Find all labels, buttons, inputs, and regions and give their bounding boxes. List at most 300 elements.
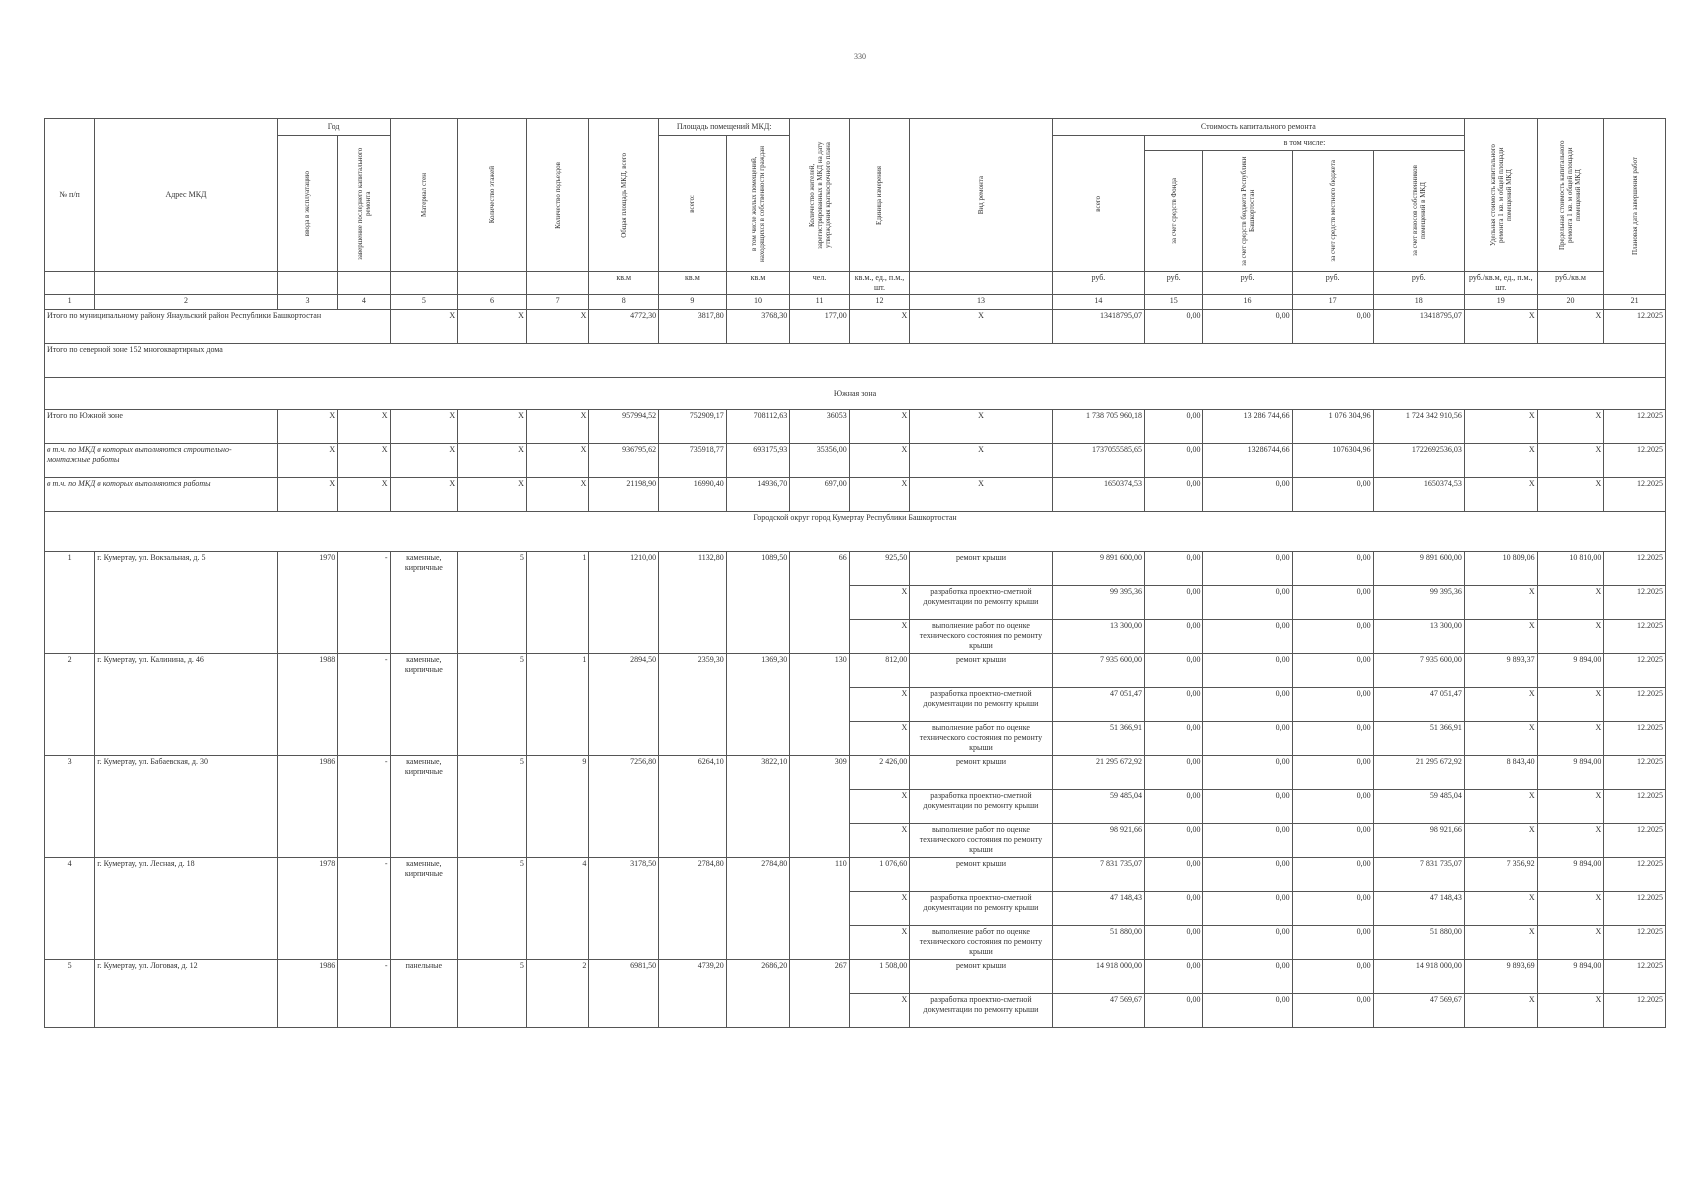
unit-cell: руб. bbox=[1292, 272, 1373, 295]
cell: X bbox=[390, 478, 458, 512]
south-summary-label: Итого по Южной зоне bbox=[45, 410, 278, 444]
cell: 0,00 bbox=[1292, 960, 1373, 994]
cell: 0,00 bbox=[1145, 994, 1203, 1028]
cell: X bbox=[1464, 926, 1537, 960]
header-including: в том числе: bbox=[1145, 136, 1465, 151]
cell: 0,00 bbox=[1145, 858, 1203, 892]
building-address: г. Кумертау, ул. Лесная, д. 18 bbox=[95, 858, 277, 960]
cell: X bbox=[1464, 824, 1537, 858]
cell: X bbox=[390, 410, 458, 444]
cell: 7 935 600,00 bbox=[1373, 654, 1464, 688]
cell: 7 356,92 bbox=[1464, 858, 1537, 892]
year-commission: 1970 bbox=[277, 552, 337, 654]
floors: 5 bbox=[458, 960, 527, 1028]
cell: X bbox=[526, 478, 589, 512]
south-summary-row bbox=[45, 444, 1666, 478]
cell: 0,00 bbox=[1292, 586, 1373, 620]
work-quantity: X bbox=[849, 994, 909, 1028]
cell: 0,00 bbox=[1145, 620, 1203, 654]
cell: 13 300,00 bbox=[1373, 620, 1464, 654]
municipal-summary-label: Итого по муниципальному району Янаульский район Республики Башкортостан bbox=[45, 310, 391, 344]
floors: 5 bbox=[458, 858, 527, 960]
cell: X bbox=[1464, 310, 1537, 344]
cell: X bbox=[910, 310, 1053, 344]
work-type: ремонт крыши bbox=[910, 654, 1053, 688]
unit-cell bbox=[390, 272, 458, 295]
year-last-repair: - bbox=[338, 960, 390, 1028]
cell: 9 894,00 bbox=[1537, 960, 1604, 994]
area-residential: 1369,30 bbox=[726, 654, 790, 756]
cell: 47 148,43 bbox=[1052, 892, 1144, 926]
unit-cell: руб. bbox=[1052, 272, 1144, 295]
cell: 12.2025 bbox=[1604, 926, 1666, 960]
col-number: 3 bbox=[277, 295, 337, 310]
cell: 0,00 bbox=[1292, 688, 1373, 722]
cell: X bbox=[1537, 824, 1604, 858]
year-last-repair: - bbox=[338, 552, 390, 654]
total-area: 1210,00 bbox=[589, 552, 659, 654]
year-last-repair: - bbox=[338, 654, 390, 756]
header-unit-cost: Удельная стоимость капитального ремонта 1 кв. м общей площади помещений МКД bbox=[1464, 119, 1537, 272]
header-units-row bbox=[45, 272, 1666, 295]
cell: 0,00 bbox=[1203, 790, 1292, 824]
cell: 1 738 705 960,18 bbox=[1052, 410, 1144, 444]
cell: 47 051,47 bbox=[1052, 688, 1144, 722]
cell: 0,00 bbox=[1203, 552, 1292, 586]
row-number: 2 bbox=[45, 654, 95, 756]
area-all: 1132,80 bbox=[659, 552, 727, 654]
cell: X bbox=[1464, 688, 1537, 722]
residents: 110 bbox=[790, 858, 849, 960]
header-fund: за счет средств Фонда bbox=[1145, 151, 1203, 272]
work-quantity: 1 076,60 bbox=[849, 858, 909, 892]
total-area: 6981,50 bbox=[589, 960, 659, 1028]
cell: X bbox=[458, 310, 527, 344]
cell: 1737055585,65 bbox=[1052, 444, 1144, 478]
cell: X bbox=[277, 410, 337, 444]
work-quantity: X bbox=[849, 790, 909, 824]
cell: X bbox=[1537, 478, 1604, 512]
work-type: разработка проектно-сметной документации по ремонту крыши bbox=[910, 892, 1053, 926]
cell: X bbox=[1537, 688, 1604, 722]
cell: 957994,52 bbox=[589, 410, 659, 444]
cell: 0,00 bbox=[1145, 586, 1203, 620]
cell: 9 893,37 bbox=[1464, 654, 1537, 688]
building-address: г. Кумертау, ул. Калинина, д. 46 bbox=[95, 654, 277, 756]
building-address: г. Кумертау, ул. Логовая, д. 12 bbox=[95, 960, 277, 1028]
south-zone-label: Южная зона bbox=[45, 378, 1666, 410]
unit-cell bbox=[45, 272, 95, 295]
work-type: разработка проектно-сметной документации по ремонту крыши bbox=[910, 994, 1053, 1028]
cell: 0,00 bbox=[1145, 824, 1203, 858]
col-number: 8 bbox=[589, 295, 659, 310]
cell: 0,00 bbox=[1203, 688, 1292, 722]
total-area: 3178,50 bbox=[589, 858, 659, 960]
cell: 0,00 bbox=[1203, 994, 1292, 1028]
cell: 3817,80 bbox=[659, 310, 727, 344]
wall-material: каменные, кирпичные bbox=[390, 858, 458, 960]
cell: 51 366,91 bbox=[1052, 722, 1144, 756]
cell: 0,00 bbox=[1292, 824, 1373, 858]
cell: 0,00 bbox=[1203, 858, 1292, 892]
cell: X bbox=[1537, 722, 1604, 756]
cell: 14 918 000,00 bbox=[1373, 960, 1464, 994]
header-end-date: Плановая дата завершения работ bbox=[1604, 119, 1666, 295]
cell: X bbox=[1537, 994, 1604, 1028]
header-year-commission: ввода в эксплуатацию bbox=[277, 136, 337, 272]
cell: 9 894,00 bbox=[1537, 654, 1604, 688]
cell: 936795,62 bbox=[589, 444, 659, 478]
header-repair-type: Вид ремонта bbox=[910, 119, 1053, 272]
cell: 0,00 bbox=[1292, 892, 1373, 926]
cell: X bbox=[1537, 310, 1604, 344]
cell: 0,00 bbox=[1292, 552, 1373, 586]
cell: 1722692536,03 bbox=[1373, 444, 1464, 478]
cell: 0,00 bbox=[1292, 790, 1373, 824]
work-type: разработка проектно-сметной документации по ремонту крыши bbox=[910, 586, 1053, 620]
south-summary-row bbox=[45, 410, 1666, 444]
cell: 99 395,36 bbox=[1052, 586, 1144, 620]
cell: 0,00 bbox=[1203, 478, 1292, 512]
cell: 697,00 bbox=[790, 478, 849, 512]
cell: 0,00 bbox=[1145, 960, 1203, 994]
unit-cell bbox=[458, 272, 527, 295]
cell: 1 724 342 910,56 bbox=[1373, 410, 1464, 444]
cell: X bbox=[1537, 892, 1604, 926]
wall-material: каменные, кирпичные bbox=[390, 654, 458, 756]
cell: X bbox=[338, 444, 390, 478]
cell: 12.2025 bbox=[1604, 722, 1666, 756]
cell: 1 076 304,96 bbox=[1292, 410, 1373, 444]
cell: X bbox=[458, 444, 527, 478]
cell: X bbox=[1537, 410, 1604, 444]
cell: 0,00 bbox=[1203, 926, 1292, 960]
work-quantity: X bbox=[849, 926, 909, 960]
cell: 12.2025 bbox=[1604, 960, 1666, 994]
cell: 0,00 bbox=[1145, 926, 1203, 960]
city-district-label: Городской округ город Кумертау Республики Башкортостан bbox=[45, 512, 1666, 552]
unit-cell: кв.м., ед., п.м., шт. bbox=[849, 272, 909, 295]
cell: X bbox=[1537, 586, 1604, 620]
floors: 5 bbox=[458, 552, 527, 654]
cell: 0,00 bbox=[1145, 654, 1203, 688]
cell: 0,00 bbox=[1145, 756, 1203, 790]
work-type: разработка проектно-сметной документации по ремонту крыши bbox=[910, 790, 1053, 824]
cell: 12.2025 bbox=[1604, 688, 1666, 722]
cell: 708112,63 bbox=[726, 410, 790, 444]
cell: X bbox=[910, 478, 1053, 512]
area-residential: 3822,10 bbox=[726, 756, 790, 858]
header-no: № п/п bbox=[45, 119, 95, 272]
wall-material: каменные, кирпичные bbox=[390, 756, 458, 858]
work-type: выполнение работ по оценке технического состояния по ремонту крыши bbox=[910, 926, 1053, 960]
col-number: 15 bbox=[1145, 295, 1203, 310]
col-number: 1 bbox=[45, 295, 95, 310]
cell: 0,00 bbox=[1292, 994, 1373, 1028]
cell: 0,00 bbox=[1145, 552, 1203, 586]
header-entrances: Количество подъездов bbox=[526, 119, 589, 272]
unit-cell bbox=[95, 272, 277, 295]
cell: 0,00 bbox=[1203, 654, 1292, 688]
cell: 9 891 600,00 bbox=[1373, 552, 1464, 586]
cell: 752909,17 bbox=[659, 410, 727, 444]
unit-cell bbox=[910, 272, 1053, 295]
unit-cell: кв.м bbox=[726, 272, 790, 295]
cell: X bbox=[526, 410, 589, 444]
cell: X bbox=[849, 410, 909, 444]
area-residential: 2686,20 bbox=[726, 960, 790, 1028]
cell: 47 569,67 bbox=[1373, 994, 1464, 1028]
cell: X bbox=[338, 478, 390, 512]
cell: 12.2025 bbox=[1604, 410, 1666, 444]
col-number: 11 bbox=[790, 295, 849, 310]
work-quantity: X bbox=[849, 824, 909, 858]
page-number: 330 bbox=[854, 52, 866, 61]
cell: 59 485,04 bbox=[1052, 790, 1144, 824]
header-area-residential: в том числе жилых помещений, находящихся в собственности граждан bbox=[726, 136, 790, 272]
cell: 12.2025 bbox=[1604, 620, 1666, 654]
residents: 130 bbox=[790, 654, 849, 756]
col-number: 19 bbox=[1464, 295, 1537, 310]
north-total-row bbox=[45, 344, 1666, 378]
work-type: ремонт крыши bbox=[910, 858, 1053, 892]
row-number: 3 bbox=[45, 756, 95, 858]
col-number: 7 bbox=[526, 295, 589, 310]
cell: 0,00 bbox=[1203, 824, 1292, 858]
cell: 51 366,91 bbox=[1373, 722, 1464, 756]
header-area-group: Площадь помещений МКД: bbox=[659, 119, 790, 136]
col-number: 2 bbox=[95, 295, 277, 310]
cell: 21198,90 bbox=[589, 478, 659, 512]
work-quantity: X bbox=[849, 688, 909, 722]
cell: 12.2025 bbox=[1604, 478, 1666, 512]
row-number: 5 bbox=[45, 960, 95, 1028]
entrances: 9 bbox=[526, 756, 589, 858]
cell: 693175,93 bbox=[726, 444, 790, 478]
col-number: 5 bbox=[390, 295, 458, 310]
cell: 12.2025 bbox=[1604, 310, 1666, 344]
col-number: 21 bbox=[1604, 295, 1666, 310]
cell: X bbox=[1464, 586, 1537, 620]
cell: 47 569,67 bbox=[1052, 994, 1144, 1028]
header-year-group: Год bbox=[277, 119, 390, 136]
cell: 0,00 bbox=[1292, 858, 1373, 892]
cell: 13418795,07 bbox=[1052, 310, 1144, 344]
residents: 267 bbox=[790, 960, 849, 1028]
work-type: выполнение работ по оценке технического состояния по ремонту крыши bbox=[910, 620, 1053, 654]
cell: X bbox=[390, 444, 458, 478]
work-type: выполнение работ по оценке технического состояния по ремонту крыши bbox=[910, 824, 1053, 858]
area-all: 4739,20 bbox=[659, 960, 727, 1028]
north-total-label: Итого по северной зоне 152 многоквартирных дома bbox=[45, 344, 1666, 378]
cell: X bbox=[1464, 994, 1537, 1028]
wall-material: панельные bbox=[390, 960, 458, 1028]
cell: 0,00 bbox=[1203, 310, 1292, 344]
unit-cell: чел. bbox=[790, 272, 849, 295]
work-type: ремонт крыши bbox=[910, 960, 1053, 994]
year-commission: 1978 bbox=[277, 858, 337, 960]
cell: 10 809,06 bbox=[1464, 552, 1537, 586]
unit-cell bbox=[277, 272, 337, 295]
cell: X bbox=[1464, 722, 1537, 756]
table-row bbox=[45, 858, 1666, 892]
entrances: 2 bbox=[526, 960, 589, 1028]
cell: X bbox=[1537, 926, 1604, 960]
work-quantity: 925,50 bbox=[849, 552, 909, 586]
cell: 47 051,47 bbox=[1373, 688, 1464, 722]
floors: 5 bbox=[458, 654, 527, 756]
cell: 12.2025 bbox=[1604, 994, 1666, 1028]
cell: 0,00 bbox=[1203, 586, 1292, 620]
building-address: г. Кумертау, ул. Бабаевская, д. 30 bbox=[95, 756, 277, 858]
col-number: 20 bbox=[1537, 295, 1604, 310]
col-number: 12 bbox=[849, 295, 909, 310]
cell: 0,00 bbox=[1203, 756, 1292, 790]
table-row bbox=[45, 654, 1666, 688]
cell: 0,00 bbox=[1203, 892, 1292, 926]
header-floors: Количество этажей bbox=[458, 119, 527, 272]
municipal-summary-row bbox=[45, 310, 1666, 344]
cell: X bbox=[277, 478, 337, 512]
col-number: 18 bbox=[1373, 295, 1464, 310]
cell: 51 880,00 bbox=[1373, 926, 1464, 960]
cell: 0,00 bbox=[1292, 756, 1373, 790]
cell: 12.2025 bbox=[1604, 892, 1666, 926]
cell: 7 935 600,00 bbox=[1052, 654, 1144, 688]
cell: X bbox=[1464, 444, 1537, 478]
cell: 16990,40 bbox=[659, 478, 727, 512]
col-number: 13 bbox=[910, 295, 1053, 310]
table-row bbox=[45, 552, 1666, 586]
south-zone-row bbox=[45, 378, 1666, 410]
cell: 13 286 744,66 bbox=[1203, 410, 1292, 444]
cell: 0,00 bbox=[1145, 790, 1203, 824]
cell: 9 894,00 bbox=[1537, 756, 1604, 790]
cell: 0,00 bbox=[1203, 960, 1292, 994]
cell: 0,00 bbox=[1292, 926, 1373, 960]
cell: X bbox=[526, 310, 589, 344]
work-quantity: X bbox=[849, 586, 909, 620]
row-number: 4 bbox=[45, 858, 95, 960]
capital-repair-table bbox=[44, 118, 1666, 1028]
cell: 0,00 bbox=[1292, 722, 1373, 756]
header-address: Адрес МКД bbox=[95, 119, 277, 272]
cell: X bbox=[1537, 620, 1604, 654]
cell: 14936,70 bbox=[726, 478, 790, 512]
col-number: 6 bbox=[458, 295, 527, 310]
unit-cell: кв.м bbox=[659, 272, 727, 295]
cell: X bbox=[338, 410, 390, 444]
cell: X bbox=[1537, 444, 1604, 478]
area-all: 2784,80 bbox=[659, 858, 727, 960]
cell: 7 831 735,07 bbox=[1052, 858, 1144, 892]
cell: 14 918 000,00 bbox=[1052, 960, 1144, 994]
cell: X bbox=[390, 310, 458, 344]
col-number: 9 bbox=[659, 295, 727, 310]
cell: 4772,30 bbox=[589, 310, 659, 344]
cell: 0,00 bbox=[1145, 410, 1203, 444]
cell: 99 395,36 bbox=[1373, 586, 1464, 620]
cell: X bbox=[458, 478, 527, 512]
cell: 12.2025 bbox=[1604, 586, 1666, 620]
cell: 12.2025 bbox=[1604, 756, 1666, 790]
cell: 9 894,00 bbox=[1537, 858, 1604, 892]
row-number: 1 bbox=[45, 552, 95, 654]
header-year-last-repair: завершение последнего капитального ремонта bbox=[338, 136, 390, 272]
cell: X bbox=[910, 444, 1053, 478]
year-last-repair: - bbox=[338, 756, 390, 858]
total-area: 7256,80 bbox=[589, 756, 659, 858]
unit-cell bbox=[338, 272, 390, 295]
cell: X bbox=[849, 478, 909, 512]
area-all: 6264,10 bbox=[659, 756, 727, 858]
south-summary-row bbox=[45, 478, 1666, 512]
entrances: 1 bbox=[526, 654, 589, 756]
cell: 0,00 bbox=[1203, 722, 1292, 756]
city-district-row bbox=[45, 512, 1666, 552]
header-residents: Количество жителей, зарегистрированных в МКД на дату утверждения краткосрочного плана bbox=[790, 119, 849, 272]
cell: 12.2025 bbox=[1604, 444, 1666, 478]
cell: 0,00 bbox=[1292, 310, 1373, 344]
cell: 0,00 bbox=[1145, 310, 1203, 344]
cell: 21 295 672,92 bbox=[1052, 756, 1144, 790]
cell: 12.2025 bbox=[1604, 824, 1666, 858]
cell: 36053 bbox=[790, 410, 849, 444]
col-number: 10 bbox=[726, 295, 790, 310]
header-cost-group: Стоимость капитального ремонта bbox=[1052, 119, 1464, 136]
cell: 0,00 bbox=[1292, 654, 1373, 688]
wall-material: каменные, кирпичные bbox=[390, 552, 458, 654]
cell: 0,00 bbox=[1145, 722, 1203, 756]
col-number: 14 bbox=[1052, 295, 1144, 310]
header-unit: Единица измерения bbox=[849, 119, 909, 272]
cell: 12.2025 bbox=[1604, 552, 1666, 586]
work-quantity: 2 426,00 bbox=[849, 756, 909, 790]
cell: X bbox=[1464, 892, 1537, 926]
cell: 9 893,69 bbox=[1464, 960, 1537, 994]
cell: 98 921,66 bbox=[1052, 824, 1144, 858]
cell: 7 831 735,07 bbox=[1373, 858, 1464, 892]
header-wall: Материал стен bbox=[390, 119, 458, 272]
unit-cell: руб./кв.м, ед., п.м., шт. bbox=[1464, 272, 1537, 295]
residents: 66 bbox=[790, 552, 849, 654]
year-commission: 1986 bbox=[277, 756, 337, 858]
cell: 13 300,00 bbox=[1052, 620, 1144, 654]
work-type: ремонт крыши bbox=[910, 756, 1053, 790]
cell: 8 843,40 bbox=[1464, 756, 1537, 790]
table-row bbox=[45, 756, 1666, 790]
work-type: разработка проектно-сметной документации по ремонту крыши bbox=[910, 688, 1053, 722]
header-row-1 bbox=[45, 119, 1666, 136]
header-max-cost: Предельная стоимость капитального ремонта 1 кв. м общей площади помещений МКД bbox=[1537, 119, 1604, 272]
area-all: 2359,30 bbox=[659, 654, 727, 756]
unit-cell: руб. bbox=[1203, 272, 1292, 295]
work-quantity: 1 508,00 bbox=[849, 960, 909, 994]
cell: 1076304,96 bbox=[1292, 444, 1373, 478]
header-cost-total: всего bbox=[1052, 136, 1144, 272]
work-type: ремонт крыши bbox=[910, 552, 1053, 586]
column-numbers-row bbox=[45, 295, 1666, 310]
col-number: 17 bbox=[1292, 295, 1373, 310]
cell: X bbox=[1464, 620, 1537, 654]
cell: X bbox=[1464, 478, 1537, 512]
work-quantity: X bbox=[849, 620, 909, 654]
area-residential: 1089,50 bbox=[726, 552, 790, 654]
cell: X bbox=[458, 410, 527, 444]
cell: 0,00 bbox=[1292, 478, 1373, 512]
cell: 21 295 672,92 bbox=[1373, 756, 1464, 790]
cell: X bbox=[849, 444, 909, 478]
